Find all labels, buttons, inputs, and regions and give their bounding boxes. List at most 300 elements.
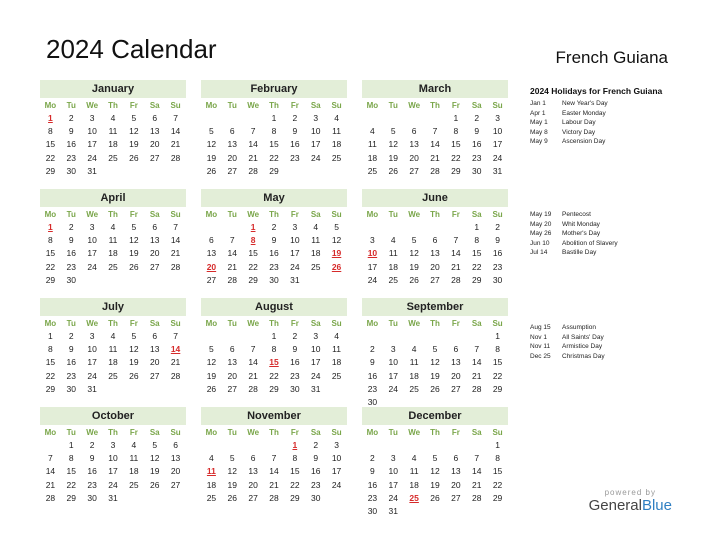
day-blank [425,330,446,343]
month-april [40,189,186,287]
weekday-label: Fr [290,101,299,110]
day-cell: 20 [149,357,160,368]
day-cell: 7 [173,113,178,123]
day-cell: 18 [108,357,118,368]
day-blank [222,330,243,343]
weekday-label: Mo [44,210,57,219]
day-cell: 17 [331,466,342,477]
weekday-label: Mo [44,101,57,110]
holiday-date: May 9 [530,138,548,146]
day-cell: 11 [409,466,419,477]
day-cell: 10 [310,126,321,137]
weekday-label: Th [108,101,118,110]
weekday-header [201,100,347,112]
day-cell: 20 [170,466,181,477]
day-cell: 8 [495,453,500,464]
day-cell: 7 [474,453,480,464]
day-blank [243,112,264,125]
day-cell: 19 [388,152,398,163]
day-cell: 16 [367,479,378,490]
holiday-row [530,239,700,249]
day-cell: 29 [290,492,300,503]
day-cell: 5 [131,222,137,232]
day-cell: 24 [310,152,321,163]
day-cell: 30 [367,505,378,516]
day-cell: 18 [129,466,139,477]
day-blank [404,112,425,125]
day-cell: 11 [332,126,341,137]
day-cell: 31 [87,165,97,176]
weekday-label: We [86,101,99,110]
day-blank [222,439,243,452]
holiday-day: 8 [250,235,256,246]
day-cell: 5 [131,331,137,341]
day-cell: 8 [453,126,459,137]
day-grid [201,439,347,505]
day-grid [362,112,508,178]
weekday-header [362,427,508,439]
day-cell: 4 [411,453,417,464]
month-title: March [362,80,508,98]
holiday-date: May 20 [530,220,552,228]
weekday-header [201,318,347,330]
month-title: July [40,298,186,316]
day-cell: 28 [248,383,258,394]
day-blank [425,221,446,234]
day-cell: 16 [290,139,300,150]
day-cell: 30 [66,165,76,176]
weekday-label: Tu [227,101,237,110]
day-cell: 28 [471,383,482,394]
holiday-row [530,118,700,128]
holiday-day: 26 [331,261,342,272]
day-cell: 20 [451,370,461,381]
day-cell: 13 [149,235,160,246]
day-cell: 10 [87,235,97,246]
day-cell: 24 [87,261,97,272]
day-cell: 9 [370,466,375,477]
day-cell: 24 [87,370,97,381]
day-blank [383,330,404,343]
day-cell: 5 [390,126,396,137]
holiday-group [530,210,700,258]
day-cell: 25 [129,479,139,490]
weekday-label: We [86,210,99,219]
holiday-day: 10 [367,248,378,259]
day-cell: 15 [248,248,258,259]
holiday-name: Easter Monday [562,109,606,117]
weekday-header [40,318,186,330]
day-cell: 11 [311,235,321,246]
day-cell: 18 [367,152,378,163]
day-cell: 11 [108,344,118,355]
day-cell: 18 [388,261,398,272]
day-cell: 28 [227,274,237,285]
day-cell: 7 [173,222,178,232]
day-cell: 8 [68,453,74,464]
month-december [362,407,508,518]
day-cell: 19 [129,357,139,368]
day-cell: 28 [451,274,461,285]
day-cell: 5 [209,126,214,137]
day-cell: 11 [409,357,419,368]
weekday-label: Su [170,210,181,219]
day-cell: 10 [388,357,398,368]
month-august [201,298,347,396]
weekday-label: Fr [290,428,299,437]
day-blank [243,330,264,343]
day-cell: 29 [248,274,258,285]
weekday-label: Su [170,428,181,437]
holiday-row [530,342,700,352]
weekday-label: Sa [471,319,482,328]
day-cell: 30 [310,492,321,503]
day-cell: 21 [451,261,461,272]
day-cell: 8 [48,235,53,246]
day-cell: 24 [388,492,398,503]
day-cell: 25 [331,152,342,163]
month-title: February [201,80,347,98]
day-cell: 9 [370,357,375,368]
day-cell: 5 [131,113,137,123]
weekday-label: Mo [366,319,379,328]
weekday-label: We [408,428,421,437]
weekday-label: We [86,319,99,328]
day-cell: 31 [388,505,398,516]
day-cell: 12 [129,344,139,355]
day-cell: 2 [68,222,74,232]
day-grid [201,221,347,287]
day-blank [201,112,222,125]
day-blank [222,112,243,125]
day-cell: 10 [331,453,342,464]
day-cell: 17 [388,370,398,381]
weekday-label: Th [269,101,279,110]
day-cell: 29 [471,274,482,285]
day-cell: 21 [45,479,56,490]
day-cell: 25 [409,383,419,394]
day-cell: 5 [411,235,417,246]
day-cell: 13 [451,466,461,477]
day-cell: 19 [227,479,237,490]
day-cell: 18 [310,248,321,259]
day-blank [362,439,383,452]
weekday-header [362,100,508,112]
holiday-name: Victory Day [562,128,596,136]
day-cell: 22 [269,152,279,163]
day-cell: 23 [290,370,300,381]
day-cell: 13 [227,357,237,368]
day-cell: 26 [149,479,160,490]
holiday-row [530,210,700,220]
weekday-label: Sa [310,428,321,437]
day-cell: 12 [430,357,440,368]
day-cell: 20 [451,479,461,490]
day-cell: 26 [129,152,139,163]
weekday-header [201,427,347,439]
day-cell: 30 [66,274,76,285]
day-cell: 17 [310,357,321,368]
day-cell: 18 [409,479,419,490]
day-blank [201,330,222,343]
day-cell: 29 [45,165,56,176]
day-cell: 2 [292,113,298,123]
day-cell: 5 [209,344,214,355]
weekday-label: Su [492,101,503,110]
holiday-name: Labour Day [562,119,596,127]
day-cell: 2 [292,331,298,341]
day-cell: 2 [271,222,277,232]
day-cell: 7 [271,453,277,464]
day-cell: 28 [471,492,482,503]
weekday-label: Su [170,101,181,110]
day-cell: 14 [170,126,181,137]
day-blank [264,439,285,452]
day-cell: 31 [87,383,97,394]
day-cell: 1 [68,440,74,450]
day-cell: 11 [368,139,377,150]
day-grid [40,330,186,396]
day-blank [222,221,243,234]
day-cell: 27 [227,165,237,176]
day-cell: 17 [290,248,300,259]
day-cell: 14 [227,248,237,259]
day-cell: 16 [492,248,503,259]
day-cell: 14 [45,466,56,477]
day-blank [243,439,264,452]
day-blank [425,112,446,125]
day-grid [201,112,347,178]
day-cell: 23 [66,152,76,163]
weekday-label: Su [492,319,503,328]
day-cell: 24 [87,152,97,163]
weekday-label: Tu [388,428,398,437]
month-may [201,189,347,287]
weekday-label: Tu [388,210,398,219]
weekday-label: Mo [44,428,57,437]
holiday-date: Apr 1 [530,109,546,117]
day-cell: 11 [108,235,118,246]
day-cell: 28 [269,492,279,503]
weekday-label: We [408,319,421,328]
day-cell: 22 [45,370,56,381]
day-cell: 21 [269,479,279,490]
weekday-header [362,318,508,330]
day-cell: 24 [492,152,503,163]
day-cell: 16 [367,370,378,381]
day-cell: 6 [250,453,256,464]
weekday-label: Sa [471,428,482,437]
day-cell: 26 [129,261,139,272]
day-cell: 6 [173,440,178,450]
day-cell: 27 [149,152,160,163]
day-blank [445,221,466,234]
holiday-row [530,352,700,362]
holiday-name: Christmas Day [562,352,605,360]
day-cell: 14 [248,139,258,150]
day-cell: 22 [451,152,461,163]
day-cell: 2 [370,344,375,355]
day-cell: 12 [409,248,419,259]
day-cell: 30 [290,383,300,394]
weekday-label: We [86,428,99,437]
day-cell: 9 [68,126,74,137]
day-cell: 27 [451,492,461,503]
day-cell: 19 [129,139,139,150]
day-cell: 1 [495,440,500,450]
day-cell: 26 [129,370,139,381]
day-cell: 1 [474,222,480,232]
day-cell: 21 [170,248,181,259]
day-cell: 8 [495,344,500,355]
day-cell: 9 [292,344,298,355]
day-cell: 13 [451,357,461,368]
day-cell: 26 [206,383,217,394]
month-title: December [362,407,508,425]
day-cell: 19 [149,466,160,477]
month-title: November [201,407,347,425]
day-cell: 7 [432,126,438,137]
day-cell: 16 [66,357,76,368]
holiday-day: 14 [170,344,181,355]
day-cell: 25 [108,370,118,381]
day-cell: 3 [313,113,319,123]
holiday-group [530,99,700,147]
day-cell: 25 [108,152,118,163]
weekday-label: Tu [66,101,76,110]
day-cell: 24 [108,479,118,490]
day-blank [404,330,425,343]
day-cell: 14 [471,466,482,477]
day-cell: 27 [170,479,181,490]
weekday-label: Mo [205,319,218,328]
day-cell: 2 [474,113,480,123]
day-cell: 26 [227,492,237,503]
holiday-name: Armistice Day [562,343,603,351]
month-february [201,80,347,178]
day-cell: 23 [66,261,76,272]
page-title: 2024 Calendar [46,34,217,64]
day-cell: 3 [390,344,396,355]
day-cell: 26 [206,165,217,176]
day-cell: 9 [474,126,480,137]
day-cell: 23 [269,261,279,272]
day-cell: 7 [453,235,459,246]
holidays-title: 2024 Holidays for French Guiana [530,86,663,96]
day-cell: 14 [269,466,279,477]
day-blank [362,330,383,343]
weekday-label: Th [430,101,440,110]
day-blank [383,221,404,234]
day-cell: 15 [45,248,56,259]
day-cell: 20 [149,248,160,259]
holiday-name: All Saints' Day [562,333,604,341]
holiday-row [530,333,700,343]
day-cell: 16 [290,357,300,368]
weekday-label: Sa [471,101,482,110]
day-cell: 21 [248,370,258,381]
day-cell: 15 [45,139,56,150]
day-cell: 14 [170,235,181,246]
day-cell: 30 [471,165,482,176]
day-cell: 12 [129,126,139,137]
day-cell: 30 [269,274,279,285]
day-cell: 27 [206,274,217,285]
weekday-label: Fr [451,210,460,219]
weekday-label: Fr [129,210,138,219]
day-cell: 16 [87,466,97,477]
day-cell: 6 [453,453,459,464]
day-cell: 3 [390,453,396,464]
day-cell: 2 [89,440,95,450]
day-cell: 18 [331,357,342,368]
day-cell: 8 [474,235,480,246]
day-cell: 1 [271,113,277,123]
day-cell: 15 [66,466,76,477]
day-cell: 2 [313,440,319,450]
day-cell: 10 [87,344,97,355]
day-cell: 8 [292,453,298,464]
day-cell: 22 [492,370,503,381]
weekday-label: Mo [366,428,379,437]
weekday-label: Sa [310,101,321,110]
day-cell: 23 [367,492,378,503]
day-cell: 7 [173,331,178,341]
day-cell: 6 [209,235,214,246]
day-cell: 30 [87,492,97,503]
day-cell: 14 [451,248,461,259]
weekday-label: Sa [471,210,482,219]
weekday-label: Tu [66,319,76,328]
weekday-label: Fr [290,210,299,219]
day-cell: 24 [310,370,321,381]
day-cell: 4 [334,331,339,341]
weekday-label: Th [108,319,118,328]
day-cell: 21 [170,139,181,150]
day-cell: 26 [388,165,398,176]
day-cell: 8 [48,126,53,137]
day-cell: 20 [248,479,258,490]
month-september [362,298,508,409]
month-title: September [362,298,508,316]
day-cell: 10 [388,466,398,477]
day-cell: 23 [367,383,378,394]
day-blank [445,330,466,343]
weekday-header [40,427,186,439]
day-blank [466,330,487,343]
day-cell: 24 [367,274,378,285]
day-cell: 9 [68,235,74,246]
day-cell: 8 [48,344,53,355]
day-cell: 3 [89,222,95,232]
day-cell: 19 [206,152,217,163]
day-cell: 21 [170,357,181,368]
day-cell: 12 [206,139,217,150]
holiday-name: Ascension Day [562,138,606,146]
day-cell: 15 [492,466,503,477]
weekday-header [362,209,508,221]
holiday-name: Assumption [562,324,596,331]
weekday-label: Su [331,101,342,110]
day-cell: 20 [430,261,440,272]
day-cell: 18 [108,139,118,150]
day-cell: 6 [453,344,459,355]
powered-by-text: powered by [604,488,656,497]
day-cell: 15 [269,139,279,150]
day-cell: 25 [108,261,118,272]
day-cell: 11 [388,248,398,259]
day-cell: 3 [334,440,339,450]
